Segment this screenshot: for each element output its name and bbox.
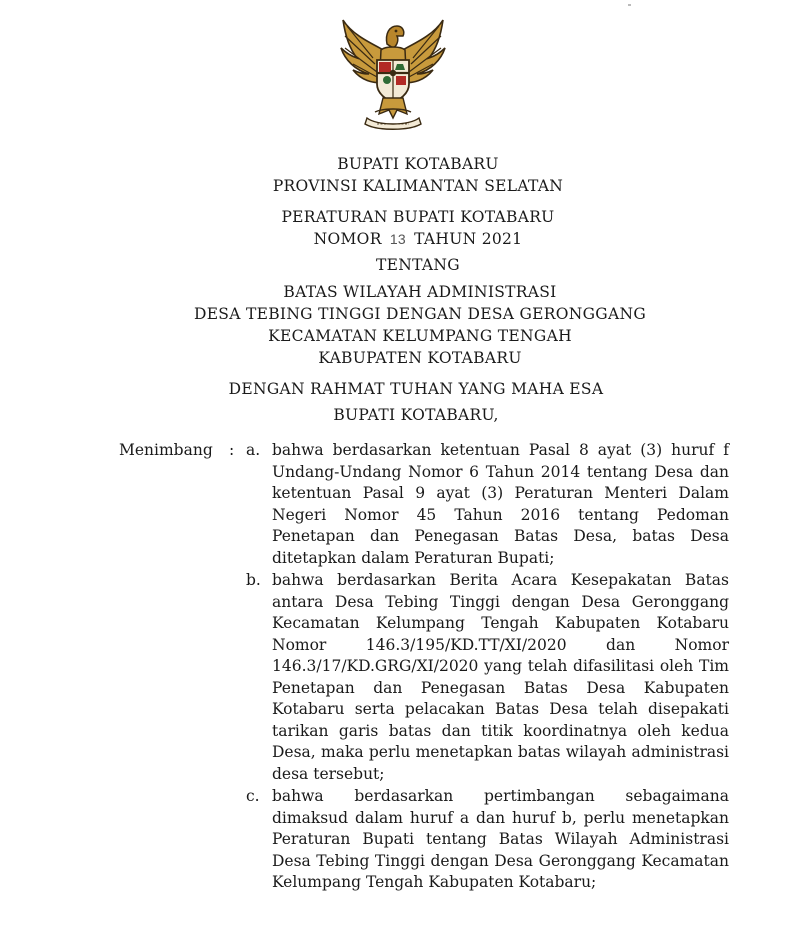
scan-speck [628,4,631,6]
regulation-title: PERATURAN BUPATI KOTABARU [281,208,555,226]
opening-line-2: BUPATI KOTABARU, [333,406,499,424]
considering-label: Menimbang [119,441,213,459]
issuer-province: PROVINSI KALIMANTAN SELATAN [272,177,564,195]
nomor-value: 13 [389,231,406,247]
subject-line-3: KECAMATAN KELUMPANG TENGAH [268,327,572,345]
issuer-block [20,153,796,197]
garuda-emblem-icon [333,14,453,132]
item-letter: c. [246,787,260,805]
nomor-prefix: NOMOR [313,230,382,248]
item-text: bahwa berdasarkan pertimbangan sebagaimana dimaksud dalam huruf a dan huruf b, perlu menetapkan Peraturan Bupati tentang Batas Wilayah Administrasi Desa Tebing Tinggi dengan Desa Geronggang Kecamatan Kelumpang Tengah Kabupaten Kotabaru; [272,787,729,891]
issuer-title: BUPATI KOTABARU [337,155,499,173]
item-letter: b. [246,571,261,589]
opening-block [18,378,796,426]
opening-line-1: DENGAN RAHMAT TUHAN YANG MAHA ESA [228,380,604,398]
item-text: bahwa berdasarkan Berita Acara Kesepakatan Batas antara Desa Tebing Tinggi dengan Desa Geronggang Kecamatan Kelumpang Tengah Kabupaten Kotabaru Nomor 146.3/195/KD.TT/XI/2020 dan Nomor 146.3/17/KD.GRG/XI/2020 yang telah difasilitasi oleh Tim Penetapan dan Penegasan Batas Desa Kabupaten Kotabaru serta pelacakan Batas Desa telah disepakati tarikan garis batas dan titik koordinatnya oleh kedua Desa, maka perlu menetapkan batas wilayah administrasi desa tersebut; [272,571,729,783]
subject-line-4: KABUPATEN KOTABARU [318,349,522,367]
considering-item [246,570,729,785]
tentang-label: TENTANG [376,256,460,274]
considering-colon: : [229,441,235,459]
subject-block [22,281,796,369]
item-text: bahwa berdasarkan ketentuan Pasal 8 ayat (3) huruf f Undang-Undang Nomor 6 Tahun 2014 tentang Desa dan ketentuan Pasal 9 ayat (3) Peraturan Menteri Dalam Negeri Nomor 45 Tahun 2016 tentang Pedoman Penetapan dan Penegasan Batas Desa, batas Desa ditetapkan dalam Peraturan Bupati; [272,441,729,567]
item-letter: a. [246,441,261,459]
considering-item [246,440,729,569]
subject-line-2: DESA TEBING TINGGI DENGAN DESA GERONGGANG [193,305,647,323]
regulation-number [20,228,796,250]
nomor-suffix: TAHUN 2021 [414,230,523,248]
subject-line-1: BATAS WILAYAH ADMINISTRASI [283,283,557,301]
considering-item [246,786,729,894]
regulation-block [20,206,796,250]
